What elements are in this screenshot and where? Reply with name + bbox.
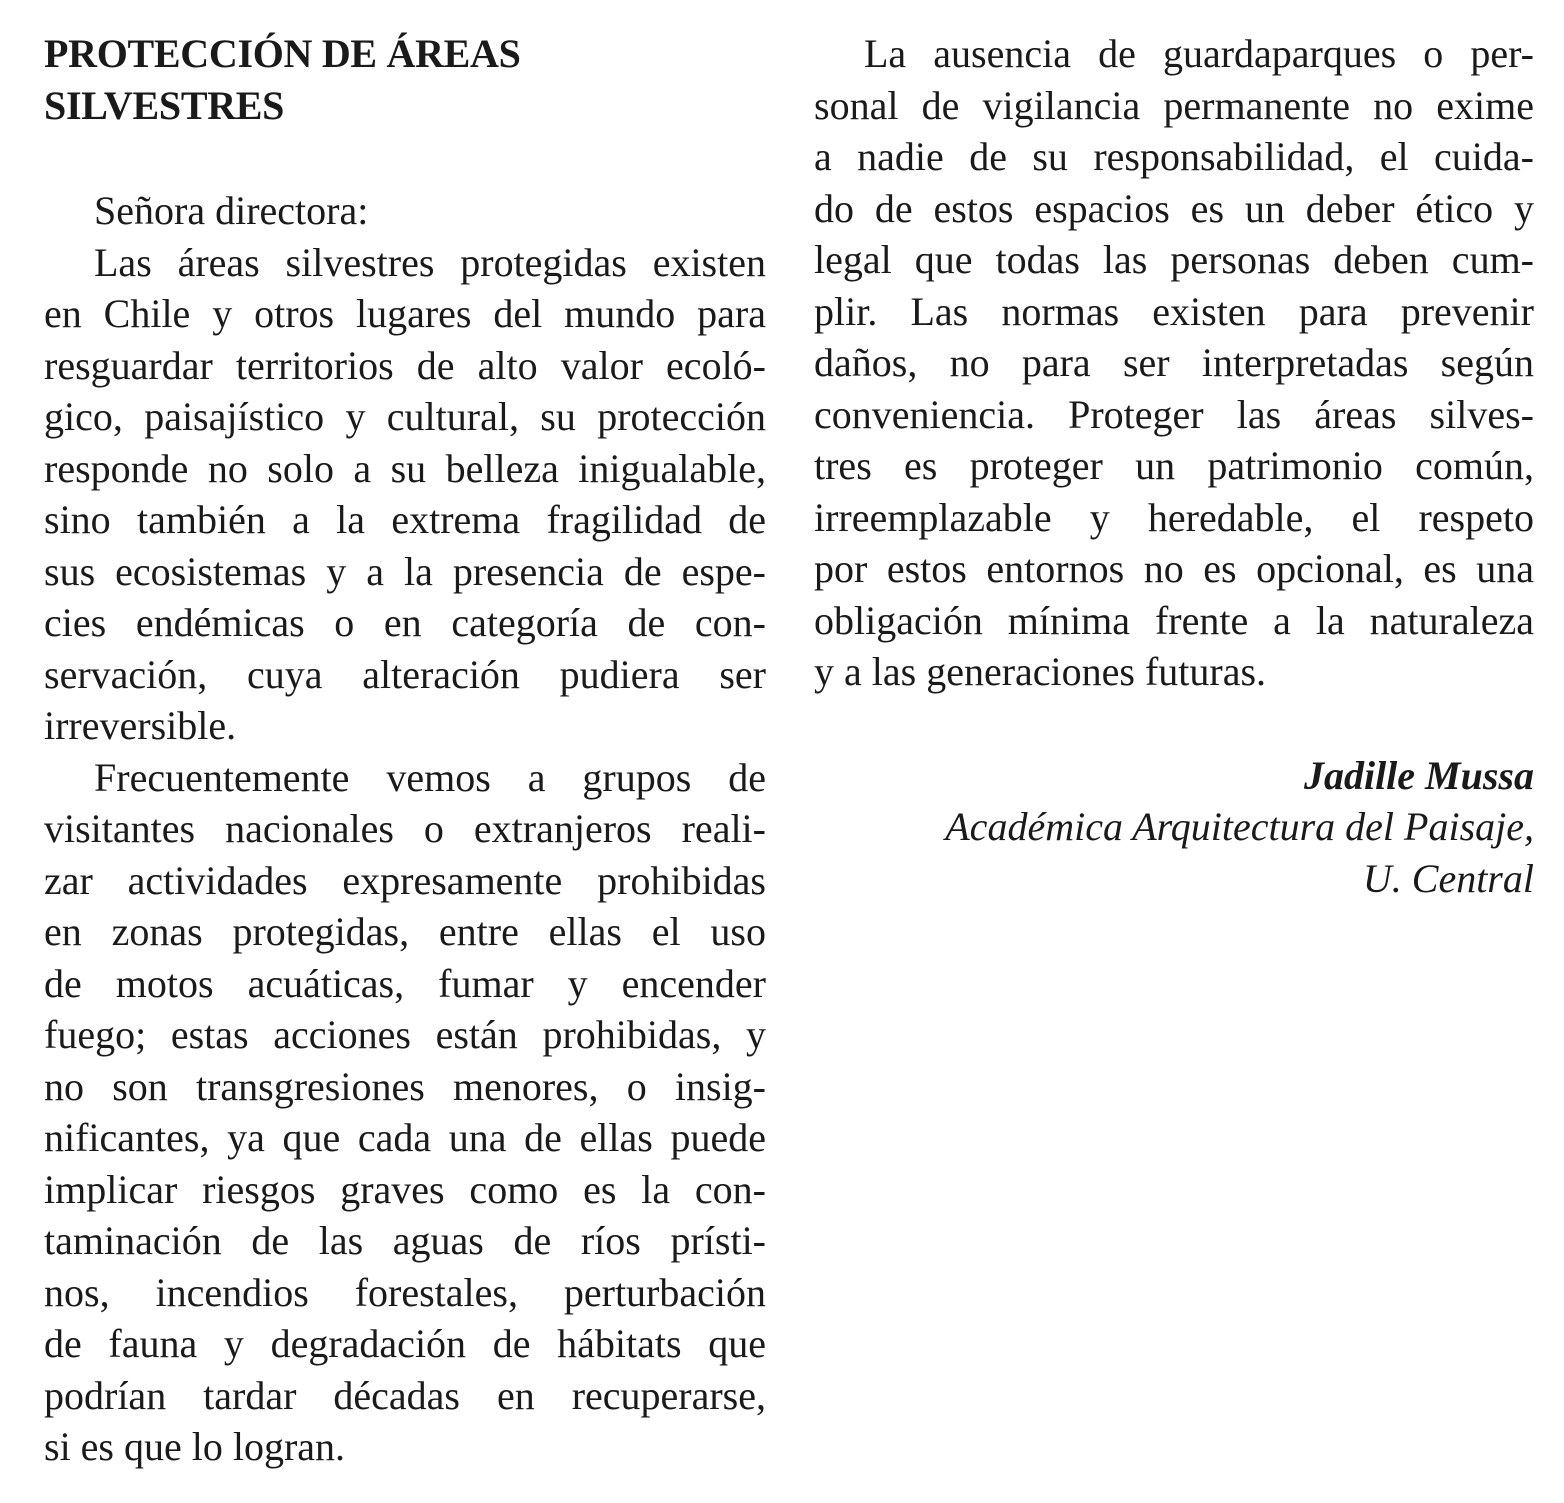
letter-headline bbox=[44, 28, 766, 131]
paragraph-line: por estos entornos no es opcional, es una bbox=[814, 546, 1534, 591]
salutation: Señora directora: bbox=[94, 188, 369, 233]
paragraph-line: servación, cuya alteración pudiera ser bbox=[44, 651, 766, 697]
paragraph-line: La ausencia de guardaparques o per- bbox=[864, 31, 1534, 76]
paragraph-line: tres es proteger un patrimonio común, bbox=[814, 443, 1534, 488]
paragraph-2 bbox=[44, 752, 766, 1473]
paragraph-line: Frecuentemente vemos a grupos de bbox=[94, 754, 766, 800]
paragraph-line: Las áreas silvestres protegidas existen bbox=[94, 239, 766, 285]
paragraph-line: daños, no para ser interpretadas según bbox=[814, 340, 1534, 385]
paragraph-1 bbox=[44, 237, 766, 752]
paragraph-line: podrían tardar décadas en recuperarse, bbox=[44, 1372, 766, 1418]
author-affiliation: U. Central bbox=[1362, 855, 1534, 901]
paragraph-line: conveniencia. Proteger las áreas silves- bbox=[814, 391, 1534, 437]
paragraph-line: implicar riesgos graves como es la con- bbox=[44, 1166, 766, 1212]
paragraph-line: en zonas protegidas, entre ellas el uso bbox=[44, 909, 766, 954]
signature-block bbox=[814, 750, 1534, 905]
paragraph-line: de motos acuáticas, fumar y encender bbox=[44, 960, 766, 1006]
paragraph-line: zar actividades expresamente prohibidas bbox=[44, 857, 766, 903]
paragraph-line: sus ecosistemas y a la presencia de espe- bbox=[44, 548, 766, 594]
paragraph-line: y a las generaciones futuras. bbox=[814, 649, 1267, 694]
headline-line: SILVESTRES bbox=[44, 82, 285, 128]
right-column bbox=[814, 28, 1534, 904]
paragraph-line: fuego; estas acciones están prohibidas, y bbox=[44, 1012, 766, 1057]
left-column bbox=[44, 28, 766, 1473]
paragraph-line: a nadie de su responsabilidad, el cuida- bbox=[814, 134, 1534, 179]
paragraph-line: en Chile y otros lugares del mundo para bbox=[44, 291, 766, 336]
paragraph-line: taminación de las aguas de ríos prísti- bbox=[44, 1218, 766, 1263]
paragraph-line: nificantes, ya que cada una de ellas puede bbox=[44, 1115, 766, 1160]
paragraph-line: responde no solo a su belleza inigualable, bbox=[44, 445, 766, 491]
paragraph-line: gico, paisajístico y cultural, su protección bbox=[44, 394, 766, 439]
paragraph-line: plir. Las normas existen para prevenir bbox=[814, 288, 1534, 334]
author-role: Académica Arquitectura del Paisaje, bbox=[945, 804, 1534, 849]
paragraph-line: irreversible. bbox=[44, 703, 237, 748]
paragraph-line: nos, incendios forestales, perturbación bbox=[44, 1269, 766, 1315]
headline-line: PROTECCIÓN DE ÁREAS bbox=[44, 31, 521, 76]
paragraph-line: sino también a la extrema fragilidad de bbox=[44, 497, 766, 542]
paragraph-line: visitantes nacionales o extranjeros reali- bbox=[44, 806, 766, 851]
paragraph-line: de fauna y degradación de hábitats que bbox=[44, 1321, 766, 1366]
paragraph-line: legal que todas las personas deben cum- bbox=[814, 237, 1534, 282]
paragraph-line: cies endémicas o en categoría de con- bbox=[44, 600, 766, 645]
paragraph-line: si es que lo logran. bbox=[44, 1424, 346, 1469]
paragraph-line: no son transgresiones menores, o insig- bbox=[44, 1063, 766, 1109]
paragraph-line: irreemplazable y heredable, el respeto bbox=[814, 494, 1534, 540]
paragraph-3 bbox=[814, 28, 1534, 698]
letter-body-left bbox=[44, 185, 766, 1473]
paragraph-line: obligación mínima frente a la naturaleza bbox=[814, 597, 1534, 643]
author-name: Jadille Mussa bbox=[1303, 752, 1534, 798]
paragraph-line: sonal de vigilancia permanente no exime bbox=[814, 82, 1534, 128]
paragraph-line: resguardar territorios de alto valor ecoló- bbox=[44, 342, 766, 388]
paragraph-line: do de estos espacios es un deber ético y bbox=[814, 185, 1534, 231]
